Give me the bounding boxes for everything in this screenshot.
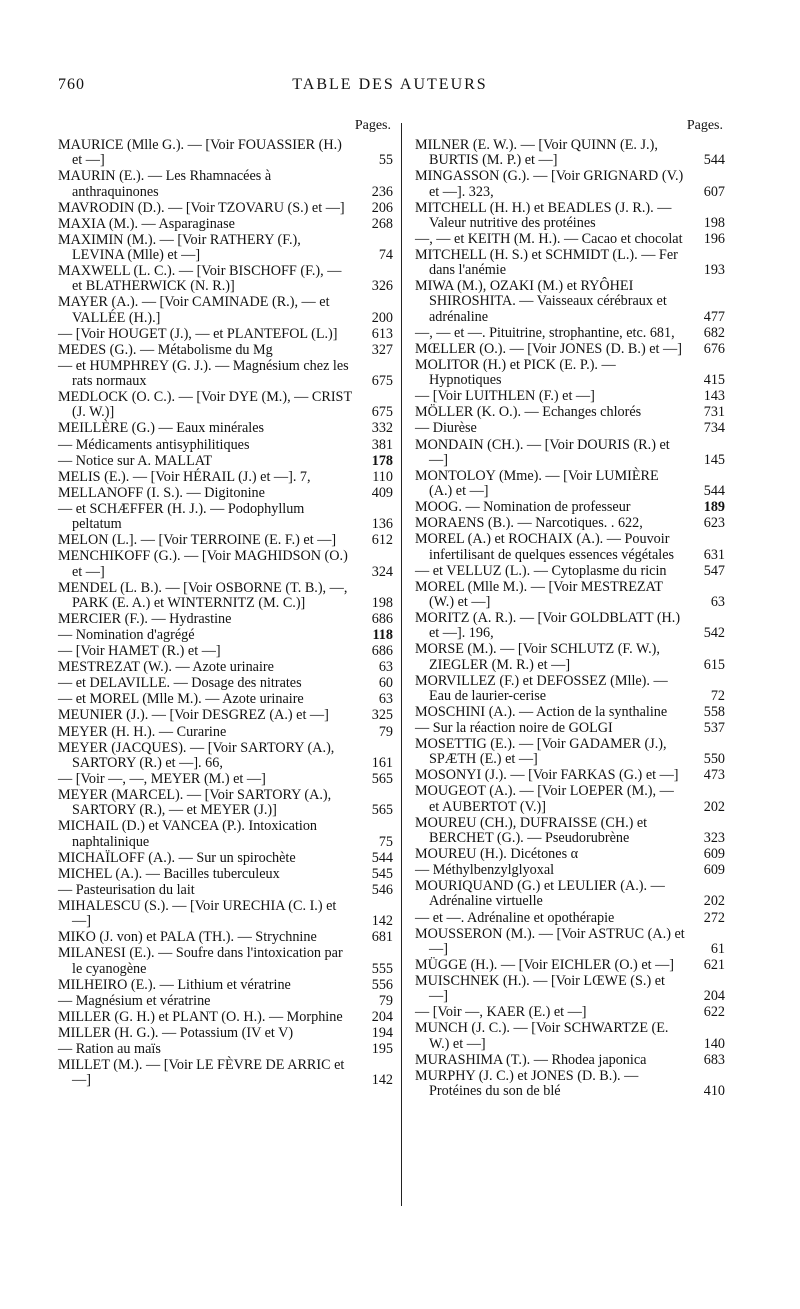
entry-page-number: 546: [371, 881, 393, 898]
entry-page-number: 140: [703, 1035, 725, 1052]
index-entry: [415, 532, 725, 562]
entry-page-number: 268: [371, 215, 393, 232]
entry-page-number: 544: [703, 483, 725, 500]
entry-page-number: 79: [378, 723, 393, 740]
entry-text: MEILLÈRE (G.) — Eaux minérales: [58, 420, 265, 437]
entry-text: — [Voir HAMET (R.) et —]: [58, 643, 221, 660]
pages-label: Pages.: [686, 118, 723, 133]
entry-text: MAXIMIN (M.). — [Voir RATHERY (F.), LEVINA (Mlle) et —]: [58, 231, 305, 263]
index-entry: [58, 1042, 393, 1057]
index-entry: [415, 1069, 725, 1099]
entry-text: MURASHIMA (T.). — Rhodea japonica: [415, 1051, 647, 1068]
entry-page-number: 415: [703, 372, 725, 389]
entry-page-number: 544: [703, 152, 725, 169]
entry-text: MEDLOCK (O. C.). — [Voir DYE (M.), — CRIST (J. W.)]: [58, 389, 356, 421]
entry-page-number: 63: [378, 691, 393, 708]
entry-text: —, — et —. Pituitrine, strophantine, etc. 681,: [415, 324, 675, 341]
entry-page-number: 143: [703, 388, 725, 405]
index-entry: [58, 819, 393, 849]
index-entry: [58, 359, 393, 389]
entry-page-number: 202: [703, 798, 725, 815]
index-entry: [58, 233, 393, 263]
entry-text: MESTREZAT (W.). — Azote urinaire: [58, 659, 274, 676]
entry-text: MELON (L.]. — [Voir TERROINE (E. F.) et —]: [58, 532, 337, 549]
index-entry: [415, 405, 725, 420]
entry-page-number: 325: [371, 707, 393, 724]
entry-text: MILLER (G. H.) et PLANT (O. H.). — Morphine: [58, 1008, 343, 1025]
index-entry: [415, 863, 725, 878]
entry-text: MILHEIRO (E.). — Lithium et vératrine: [58, 976, 291, 993]
index-entry: [58, 549, 393, 579]
index-entry: [58, 1026, 393, 1041]
entry-page-number: 550: [703, 751, 725, 768]
index-entry-list: [415, 138, 725, 1099]
entry-text: MURPHY (J. C.) et JONES (D. B.). — Protéines du son de blé: [415, 1067, 642, 1100]
index-entry: [58, 788, 393, 818]
entry-page-number: 161: [371, 754, 393, 771]
index-entry: [415, 421, 725, 436]
index-entry: [58, 1058, 393, 1088]
index-entry: [415, 784, 725, 814]
index-entry: [58, 851, 393, 866]
entry-text: MEYER (JACQUES). — [Voir SARTORY (A.), SARTORY (R.) et —]. 66,: [58, 739, 338, 771]
index-entry: [415, 358, 725, 388]
index-entry: [58, 390, 393, 420]
entry-page-number: 55: [378, 152, 393, 169]
entry-text: — Notice sur A. MALLAT: [58, 452, 213, 469]
index-entry: [58, 930, 393, 945]
entry-page-number: 609: [703, 846, 725, 863]
entry-text: MICHEL (A.). — Bacilles tuberculeux: [58, 865, 280, 882]
entry-text: — et HUMPHREY (G. J.). — Magnésium chez les rats normaux: [58, 357, 353, 390]
page-number: 760: [58, 76, 85, 93]
entry-page-number: 189: [703, 499, 725, 516]
entry-text: MIHALESCU (S.). — [Voir URECHIA (C. I.) et —]: [58, 897, 340, 930]
entry-page-number: 623: [703, 515, 725, 532]
entry-page-number: 198: [703, 214, 725, 231]
entry-text: MELLANOFF (I. S.). — Digitonine: [58, 484, 265, 501]
entry-page-number: 118: [372, 627, 393, 643]
entry-text: MAXIA (M.). — Asparaginase: [58, 215, 235, 232]
index-entry: [415, 469, 725, 499]
entry-text: MOUSSERON (M.). — [Voir ASTRUC (A.) et —]: [415, 925, 689, 957]
entry-page-number: 327: [371, 341, 393, 358]
entry-text: — [Voir LUITHLEN (F.) et —]: [415, 388, 595, 405]
entry-text: MIWA (M.), OZAKI (M.) et RYÔHEI SHIROSHITA. — Vaisseaux cérébraux et adrénaline: [415, 278, 671, 325]
index-entry: [415, 705, 725, 720]
entry-page-number: 682: [703, 324, 725, 341]
entry-text: MORITZ (A. R.). — [Voir GOLDBLATT (H.) et —]. 196,: [415, 610, 684, 642]
entry-page-number: 200: [371, 309, 393, 326]
entry-page-number: 332: [371, 420, 393, 437]
index-entry: [58, 138, 393, 168]
entry-page-number: 145: [703, 451, 725, 468]
entry-page-number: 565: [371, 802, 393, 819]
entry-page-number: 410: [703, 1083, 725, 1100]
index-entry: [415, 438, 725, 468]
index-entry: [58, 772, 393, 787]
entry-text: MOREL (Mlle M.). — [Voir MESTREZAT (W.) et —]: [415, 578, 667, 610]
entry-page-number: 79: [378, 992, 393, 1009]
entry-text: MOSCHINI (A.). — Action de la synthaline: [415, 703, 668, 720]
entry-text: MEYER (H. H.). — Curarine: [58, 723, 227, 740]
entry-text: — Sur la réaction noire de GOLGI: [415, 720, 613, 736]
entry-text: MOUREU (CH.), DUFRAISSE (CH.) et BERCHET (G.). — Pseudorubrène: [415, 814, 651, 846]
entry-page-number: 272: [703, 909, 725, 926]
entry-text: — et MOREL (Mlle M.). — Azote urinaire: [58, 691, 304, 708]
entry-text: MORSE (M.). — [Voir SCHLUTZ (F. W.), ZIEGLER (M. R.) et —]: [415, 641, 664, 673]
index-entry: [415, 674, 725, 704]
entry-text: — et SCHÆFFER (H. J.). — Podophyllum peltatum: [58, 500, 308, 533]
entry-page-number: 61: [710, 940, 725, 957]
entry-page-number: 195: [371, 1040, 393, 1057]
entry-text: MITCHELL (H. S.) et SCHMIDT (L.). — Fer dans l'anémie: [415, 246, 682, 279]
entry-page-number: 686: [371, 643, 393, 660]
entry-page-number: 142: [371, 913, 393, 930]
index-entry: [58, 201, 393, 216]
index-entry: [415, 768, 725, 783]
entry-page-number: 545: [371, 865, 393, 882]
entry-page-number: 193: [703, 262, 725, 279]
entry-page-number: 236: [371, 183, 393, 200]
entry-page-number: 204: [703, 988, 725, 1005]
index-entry: [415, 500, 725, 515]
index-entry: [58, 470, 393, 485]
entry-text: MILLET (M.). — [Voir LE FÈVRE DE ARRIC et —]: [58, 1057, 348, 1089]
entry-text: — Magnésium et vératrine: [58, 992, 211, 1009]
entry-text: MERCIER (F.). — Hydrastine: [58, 610, 232, 627]
entry-page-number: 142: [371, 1072, 393, 1089]
entry-text: MELIS (E.). — [Voir HÉRAIL (J.) et —]. 7,: [58, 468, 311, 485]
entry-text: MINGASSON (G.). — [Voir GRIGNARD (V.) et —]. 323,: [415, 168, 687, 200]
entry-page-number: 734: [703, 420, 725, 437]
index-entry: [58, 978, 393, 993]
index-entry: [415, 611, 725, 641]
index-entry: [58, 1010, 393, 1025]
index-entry: [58, 343, 393, 358]
index-entry: [415, 1053, 725, 1068]
index-entry: [58, 644, 393, 659]
entry-text: MIKO (J. von) et PALA (TH.). — Strychnine: [58, 929, 317, 946]
index-entry: [58, 867, 393, 882]
index-entry: [415, 389, 725, 404]
index-entry: [58, 438, 393, 453]
entry-page-number: 622: [703, 1004, 725, 1021]
entry-page-number: 409: [371, 484, 393, 501]
entry-text: MAURICE (Mlle G.). — [Voir FOUASSIER (H.) et —]: [58, 137, 346, 169]
entry-text: MILLER (H. G.). — Potassium (IV et V): [58, 1024, 294, 1041]
index-entry: [58, 660, 393, 675]
index-entry: [415, 911, 725, 926]
entry-page-number: 615: [703, 656, 725, 673]
entry-page-number: 558: [703, 703, 725, 720]
entry-text: — [Voir HOUGET (J.), — et PLANTEFOL (L.)]: [58, 325, 338, 342]
entry-text: MOOG. — Nomination de professeur: [415, 499, 631, 516]
column-divider: [401, 123, 402, 1206]
entry-text: — Diurèse: [415, 420, 477, 437]
index-entry: [58, 295, 393, 325]
entry-text: MOURIQUAND (G.) et LEULIER (A.). — Adrénaline virtuelle: [415, 878, 668, 910]
entry-text: MOSONYI (J.). — [Voir FARKAS (G.) et —]: [415, 767, 679, 784]
entry-text: MOUREU (H.). Dicétones α: [415, 846, 579, 863]
index-entry: [58, 169, 393, 199]
entry-page-number: 75: [378, 833, 393, 850]
entry-page-number: 631: [703, 546, 725, 563]
index-entry: [58, 946, 393, 976]
index-entry: [415, 279, 725, 325]
running-header: [58, 76, 722, 100]
entry-text: MAVRODIN (D.). — [Voir TZOVARU (S.) et —]: [58, 199, 345, 216]
index-entry: [415, 169, 725, 199]
index-entry: [415, 1021, 725, 1051]
index-entry: [58, 994, 393, 1009]
entry-page-number: 194: [371, 1024, 393, 1041]
entry-text: MORVILLEZ (F.) et DEFOSSEZ (Mlle). — Eau de laurier-cerise: [415, 672, 672, 704]
entry-page-number: 202: [703, 893, 725, 910]
index-entry: [415, 721, 725, 736]
entry-page-number: 63: [710, 593, 725, 610]
index-entry: [58, 533, 393, 548]
entry-text: MAYER (A.). — [Voir CAMINADE (R.), — et VALLÉE (H.).]: [58, 294, 333, 326]
entry-text: MOLITOR (H.) et PICK (E. P.). — Hypnotiques: [415, 356, 620, 389]
entry-page-number: 613: [371, 325, 393, 342]
entry-page-number: 731: [703, 404, 725, 421]
index-entry: [58, 692, 393, 707]
entry-page-number: 473: [703, 767, 725, 784]
entry-page-number: 542: [703, 625, 725, 642]
left-column: [58, 118, 393, 1089]
entry-text: MILANESI (E.). — Soufre dans l'intoxication par le cyanogène: [58, 945, 347, 977]
entry-text: MENDEL (L. B.). — [Voir OSBORNE (T. B.), —, PARK (E. A.) et WINTERNITZ (M. C.)]: [58, 579, 351, 611]
entry-page-number: 324: [371, 563, 393, 580]
entry-text: MICHAÏLOFF (A.). — Sur un spirochète: [58, 849, 296, 866]
entry-text: MŒLLER (O.). — [Voir JONES (D. B.) et —]: [415, 340, 682, 357]
entry-text: — [Voir —, KAER (E.) et —]: [415, 1004, 587, 1021]
entry-text: — [Voir —, —, MEYER (M.) et —]: [58, 770, 266, 787]
index-entry: [58, 581, 393, 611]
entry-text: — Méthylbenzylglyoxal: [415, 862, 555, 879]
index-entry: [415, 248, 725, 278]
entry-page-number: 60: [378, 675, 393, 692]
index-entry: [415, 927, 725, 957]
entry-page-number: 681: [371, 929, 393, 946]
index-entry: [58, 725, 393, 740]
index-entry: [415, 816, 725, 846]
entry-text: MICHAIL (D.) et VANCEA (P.). Intoxication naphtalinique: [58, 818, 321, 850]
index-entry: [58, 899, 393, 929]
index-entry: [415, 564, 725, 579]
entry-text: MEUNIER (J.). — [Voir DESGREZ (A.) et —]: [58, 707, 329, 724]
entry-page-number: 544: [371, 849, 393, 866]
entry-page-number: 381: [371, 436, 393, 453]
entry-page-number: 477: [703, 308, 725, 325]
index-entry: [415, 974, 725, 1004]
entry-text: MOREL (A.) et ROCHAIX (A.). — Pouvoir infertilisant de quelques essences végétales: [415, 531, 675, 563]
entry-page-number: 198: [371, 594, 393, 611]
entry-page-number: 178: [371, 452, 393, 469]
entry-page-number: 74: [378, 246, 393, 263]
index-entry: [415, 138, 725, 168]
entry-text: — et —. Adrénaline et opothérapie: [415, 909, 615, 926]
entry-text: MÖLLER (K. O.). — Echanges chlorés: [415, 404, 642, 421]
entry-text: MONTOLOY (Mme). — [Voir LUMIÈRE (A.) et —]: [415, 467, 663, 500]
entry-text: — Pasteurisation du lait: [58, 881, 195, 898]
index-entry: [415, 326, 725, 341]
entry-page-number: 683: [703, 1051, 725, 1068]
entry-text: MUNCH (J. C.). — [Voir SCHWARTZE (E. W.) et —]: [415, 1020, 672, 1052]
page-title: TABLE DES AUTEURS: [292, 76, 488, 93]
index-entry-list: [58, 138, 393, 1088]
entry-page-number: 204: [371, 1008, 393, 1025]
entry-text: MONDAIN (CH.). — [Voir DOURIS (R.) et —]: [415, 436, 674, 468]
entry-page-number: 686: [371, 610, 393, 627]
index-entry: [58, 217, 393, 232]
index-entry: [58, 264, 393, 294]
index-entry: [58, 676, 393, 691]
index-entry: [58, 708, 393, 723]
entry-text: MILNER (E. W.). — [Voir QUINN (E. J.), BURTIS (M. P.) et —]: [415, 137, 662, 169]
entry-page-number: 565: [371, 770, 393, 787]
entry-text: MÜGGE (H.). — [Voir EICHLER (O.) et —]: [415, 956, 675, 973]
index-entry: [58, 741, 393, 771]
entry-page-number: 547: [703, 562, 725, 579]
entry-page-number: 612: [371, 532, 393, 549]
entry-text: —, — et KEITH (M. H.). — Cacao et chocolat: [415, 230, 683, 247]
index-entry: [58, 883, 393, 898]
entry-text: — Ration au maïs: [58, 1040, 161, 1057]
entry-text: MUISCHNEK (H.). — [Voir LŒWE (S.) et —]: [415, 973, 669, 1005]
entry-page-number: 676: [703, 340, 725, 357]
entry-text: MEDES (G.). — Métabolisme du Mg: [58, 341, 273, 358]
entry-text: — Nomination d'agrégé: [58, 627, 195, 643]
index-entry: [58, 327, 393, 342]
entry-page-number: 675: [371, 404, 393, 421]
index-entry: [415, 580, 725, 610]
entry-text: MENCHIKOFF (G.). — [Voir MAGHIDSON (O.) et —]: [58, 548, 352, 580]
index-entry: [58, 486, 393, 501]
index-entry: [58, 454, 393, 469]
index-entry: [415, 847, 725, 862]
entry-text: MEYER (MARCEL). — [Voir SARTORY (A.), SARTORY (R.), — et MEYER (J.)]: [58, 787, 335, 819]
entry-text: — et VELLUZ (L.). — Cytoplasme du ricin: [415, 562, 667, 579]
entry-text: MITCHELL (H. H.) et BEADLES (J. R.). — Valeur nutritive des protéines: [415, 199, 675, 231]
entry-page-number: 326: [371, 278, 393, 295]
entry-page-number: 72: [710, 687, 725, 704]
index-entry: [415, 201, 725, 231]
entry-page-number: 621: [703, 956, 725, 973]
entry-page-number: 609: [703, 862, 725, 879]
entry-page-number: 206: [371, 199, 393, 216]
index-entry: [415, 1005, 725, 1020]
right-column: [415, 118, 725, 1100]
entry-text: MOUGEOT (A.). — [Voir LOEPER (M.), — et AUBERTOT (V.)]: [415, 783, 678, 815]
entry-page-number: 607: [703, 183, 725, 200]
index-entry: [415, 642, 725, 672]
entry-page-number: 537: [703, 720, 725, 736]
entry-page-number: 556: [371, 976, 393, 993]
index-entry: [415, 232, 725, 247]
entry-page-number: 555: [371, 960, 393, 977]
index-entry: [415, 516, 725, 531]
entry-text: — et DELAVILLE. — Dosage des nitrates: [58, 675, 302, 692]
entry-text: MAXWELL (L. C.). — [Voir BISCHOFF (F.), — et BLATHERWICK (N. R.)]: [58, 263, 345, 295]
entry-page-number: 63: [378, 659, 393, 676]
entry-text: MOSETTIG (E.). — [Voir GADAMER (J.), SPÆTH (E.) et —]: [415, 736, 671, 768]
entry-page-number: 136: [371, 516, 393, 533]
index-entry: [415, 342, 725, 357]
index-entry: [415, 879, 725, 909]
entry-page-number: 675: [371, 373, 393, 390]
entry-page-number: 323: [703, 829, 725, 846]
index-entry: [58, 421, 393, 436]
pages-label: Pages.: [354, 118, 391, 133]
entry-text: MAURIN (E.). — Les Rhamnacées à anthraquinones: [58, 168, 275, 200]
entry-text: MORAENS (B.). — Narcotiques. . 622,: [415, 515, 643, 532]
entry-page-number: 110: [372, 468, 393, 485]
index-entry: [415, 958, 725, 973]
index-entry: [58, 612, 393, 627]
index-entry: [58, 502, 393, 532]
entry-page-number: 196: [703, 230, 725, 247]
index-entry: [415, 737, 725, 767]
index-entry: [58, 628, 393, 643]
entry-text: — Médicaments antisyphilitiques: [58, 436, 250, 453]
